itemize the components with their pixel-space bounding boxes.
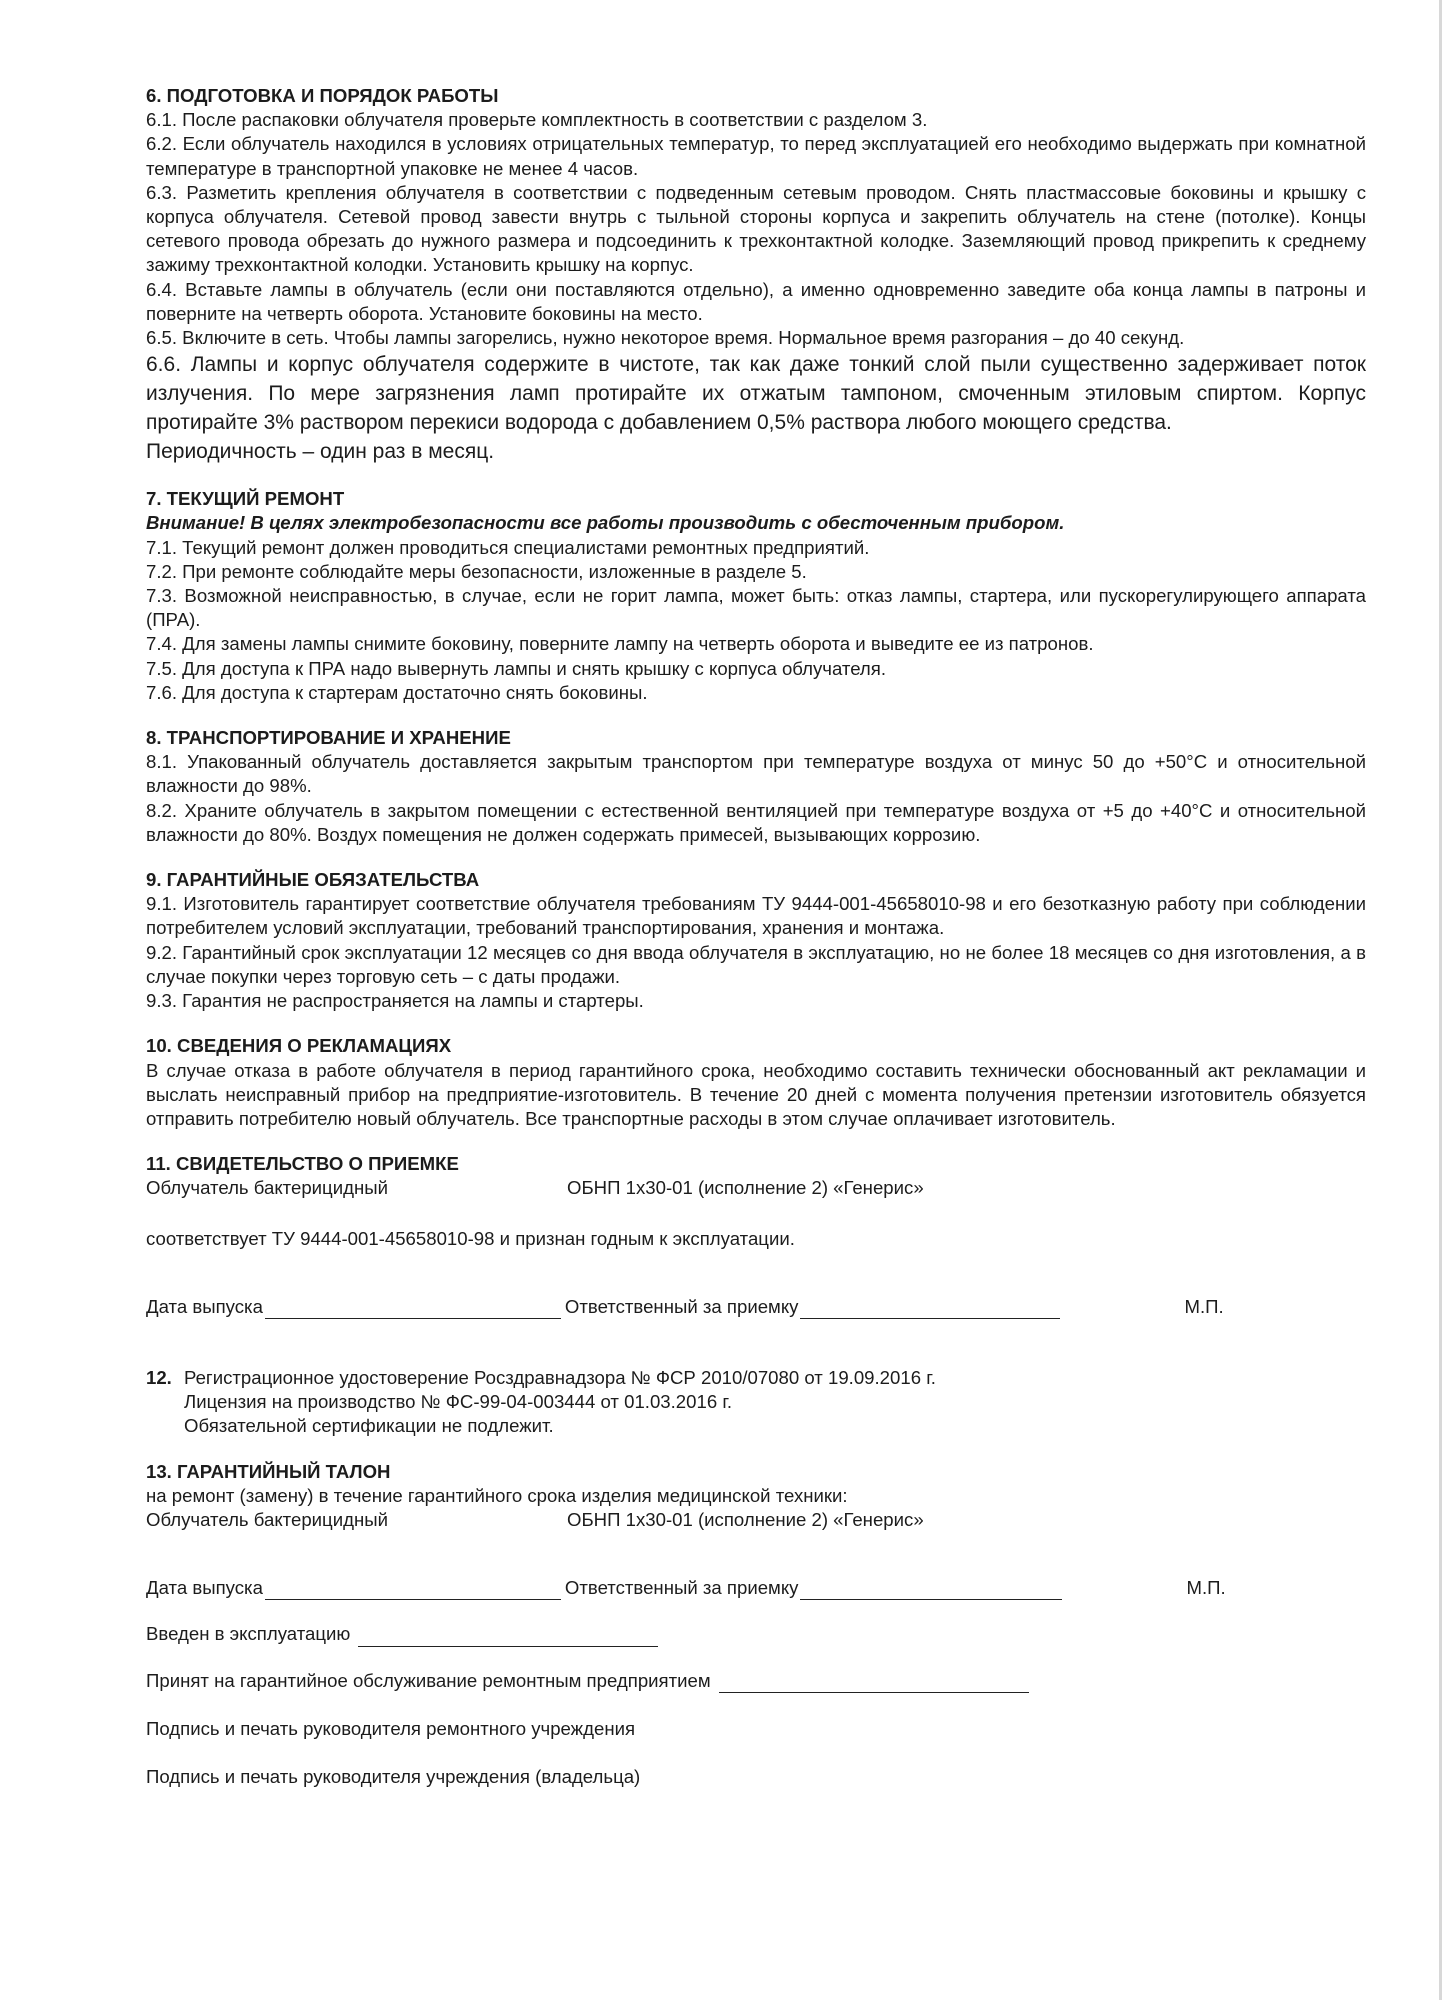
section-registration [146,1366,1366,1439]
section-title: 10. СВЕДЕНИЯ О РЕКЛАМАЦИЯХ [146,1035,452,1057]
section-title: 9. ГАРАНТИЙНЫЕ ОБЯЗАТЕЛЬСТВА [146,869,480,891]
responsible-field[interactable] [800,1581,1062,1600]
paragraph: 6.5. Включите в сеть. Чтобы лампы загорелись, нужно некоторое время. Нормальное время разгорания – до 40 секунд. [146,327,1185,349]
section-warranty-card [146,1460,1366,1790]
device-name: Облучатель бактерицидный [146,1508,388,1530]
paragraph-large: 6.6. Лампы и корпус облучателя содержите в чистоте, так как даже тонкий слой пыли существенно задерживает поток излучения. По мере загрязнения ламп протирайте их отжатым тампоном, смоченным этиловым спиртом. Корпус протирайте 3% раствором перекиси водорода с добавлением 0,5% раствора любого моющего средства. [146,353,1366,435]
registration-line: Регистрационное удостоверение Росздравнадзора № ФСР 2010/07080 от 19.09.2016 г. [184,1366,936,1388]
section-transport [146,726,1366,847]
paragraph: 7.5. Для доступа к ПРА надо вывернуть лампы и снять крышку с корпуса облучателя. [146,657,886,679]
device-row [146,1176,1366,1200]
section-claims [146,1034,1366,1131]
accepted-row [146,1669,1366,1693]
certification-line: Обязательной сертификации не подлежит. [184,1415,554,1437]
owner-signature-label: Подпись и печать руководителя учреждения (владельца) [146,1765,641,1787]
responsible-field[interactable] [800,1300,1060,1319]
section-repair [146,487,1366,705]
device-name: Облучатель бактерицидный [146,1177,388,1199]
signature-row [146,1576,1366,1600]
repair-signature-label: Подпись и печать руководителя ремонтного учреждения [146,1717,636,1739]
section-title: 11. СВИДЕТЕЛЬСТВО О ПРИЕМКЕ [146,1153,459,1175]
paragraph: 6.1. После распаковки облучателя проверьте комплектность в соответствии с разделом 3. [146,109,928,131]
release-date-field[interactable] [265,1300,561,1319]
paragraph: 7.3. Возможной неисправностью, в случае, если не горит лампа, может быть: отказ лампы, стартера, или пускорегулирующего аппарата (ПРА). [146,585,1366,631]
section-title: 6. ПОДГОТОВКА И ПОРЯДОК РАБОТЫ [146,85,499,106]
paragraph: 7.4. Для замены лампы снимите боковину, поверните лампу на четверть оборота и выведите ее из патронов. [146,633,1094,655]
section-acceptance [146,1152,1366,1319]
accepted-field[interactable] [719,1674,1029,1693]
responsible-label: Ответственный за приемку [564,1577,799,1599]
document-page [146,84,1366,1810]
section-warranty [146,868,1366,1013]
responsible-label: Ответственный за приемку [564,1295,799,1317]
release-date-field[interactable] [265,1581,561,1600]
paragraph: 9.2. Гарантийный срок эксплуатации 12 месяцев со дня ввода облучателя в эксплуатацию, но не более 18 месяцев со дня изготовления, а в случае покупки через торговую сеть – с даты продажи. [146,941,1366,987]
device-row [146,1508,1366,1532]
paragraph: 7.6. Для доступа к стартерам достаточно снять боковины. [146,681,648,703]
release-date-label: Дата выпуска [146,1295,263,1317]
paragraph: 6.4. Вставьте лампы в облучатель (если они поставляются отдельно), а именно одновременно заведите оба конца лампы в патроны и поверните на четверть оборота. Установите боковины на место. [146,278,1366,324]
signature-row [146,1295,1366,1319]
paragraph: 8.2. Храните облучатель в закрытом помещении с естественной вентиляцией при температуре воздуха от +5 до +40°С и относительной влажности до 80%. Воздух помещения не должен содержать примесей, вызывающих коррозию. [146,799,1366,845]
paragraph: 7.1. Текущий ремонт должен проводиться специалистами ремонтных предприятий. [146,536,870,558]
paragraph: В случае отказа в работе облучателя в период гарантийного срока, необходимо составить технически обоснованный акт рекламации и выслать неисправный прибор на предприятие-изготовитель. В течение 20 дней с момента получения претензии изготовитель обязуется отправить потребителю новый облучатель. Все транспортные расходы в этом случае оплачивает изготовитель. [146,1059,1366,1129]
section-number: 12. [146,1366,172,1388]
license-line: Лицензия на производство № ФС-99-04-003444 от 01.03.2016 г. [184,1391,733,1413]
warning-text: Внимание! В целях электробезопасности все работы производить с обесточенным прибором. [146,512,1065,534]
paragraph: 7.2. При ремонте соблюдайте меры безопасности, изложенные в разделе 5. [146,560,807,582]
paragraph: 6.3. Разметить крепления облучателя в соответствии с подведенным сетевым проводом. Снять пластмассовые боковины и крышку с корпуса облучателя. Сетевой провод завести внутрь с тыльной стороны корпуса и закрепить облучатель на стене (потолке). Концы сетевого провода обрезать до нужного размера и подсоединить к трехконтактной колодке. Заземляющий провод прикрепить к среднему зажиму трехконтактной колодки. Установить крышку на корпус. [146,181,1366,276]
commissioned-label: Введен в эксплуатацию [146,1623,351,1645]
warranty-intro: на ремонт (замену) в течение гарантийного срока изделия медицинской техники: [146,1484,848,1506]
conformity-text: соответствует ТУ 9444-001-45658010-98 и признан годным к эксплуатации. [146,1227,795,1249]
commissioned-field[interactable] [358,1628,658,1647]
commissioned-row [146,1622,1366,1646]
stamp-label: М.П. [1184,1295,1224,1317]
section-title: 8. ТРАНСПОРТИРОВАНИЕ И ХРАНЕНИЕ [146,727,511,749]
paragraph: 6.2. Если облучатель находился в условиях отрицательных температур, то перед эксплуатацией его необходимо выдержать при комнатной температуре в транспортной упаковке не менее 4 часов. [146,133,1366,179]
section-title: 7. ТЕКУЩИЙ РЕМОНТ [146,488,345,510]
paragraph: 9.1. Изготовитель гарантирует соответствие облучателя требованиям ТУ 9444-001-45658010-98 и его безотказную работу при соблюдении потребителем условий эксплуатации, требований транспортирования, хранения и монтажа. [146,893,1366,939]
release-date-label: Дата выпуска [146,1577,263,1599]
device-model: ОБНП 1х30-01 (исполнение 2) «Генерис» [567,1177,924,1199]
paragraph: 9.3. Гарантия не распространяется на лампы и стартеры. [146,990,644,1012]
device-model: ОБНП 1х30-01 (исполнение 2) «Генерис» [567,1508,924,1530]
section-title: 13. ГАРАНТИЙНЫЙ ТАЛОН [146,1460,391,1482]
accepted-label: Принят на гарантийное обслуживание ремонтным предприятием [146,1669,711,1691]
stamp-label: М.П. [1186,1577,1226,1599]
paragraph-large: Периодичность – один раз в месяц. [146,440,495,464]
section-preparation [146,84,1366,466]
paragraph: 8.1. Упакованный облучатель доставляется закрытым транспортом при температуре воздуха от минус 50 до +50°С и относительной влажности до 98%. [146,751,1366,797]
